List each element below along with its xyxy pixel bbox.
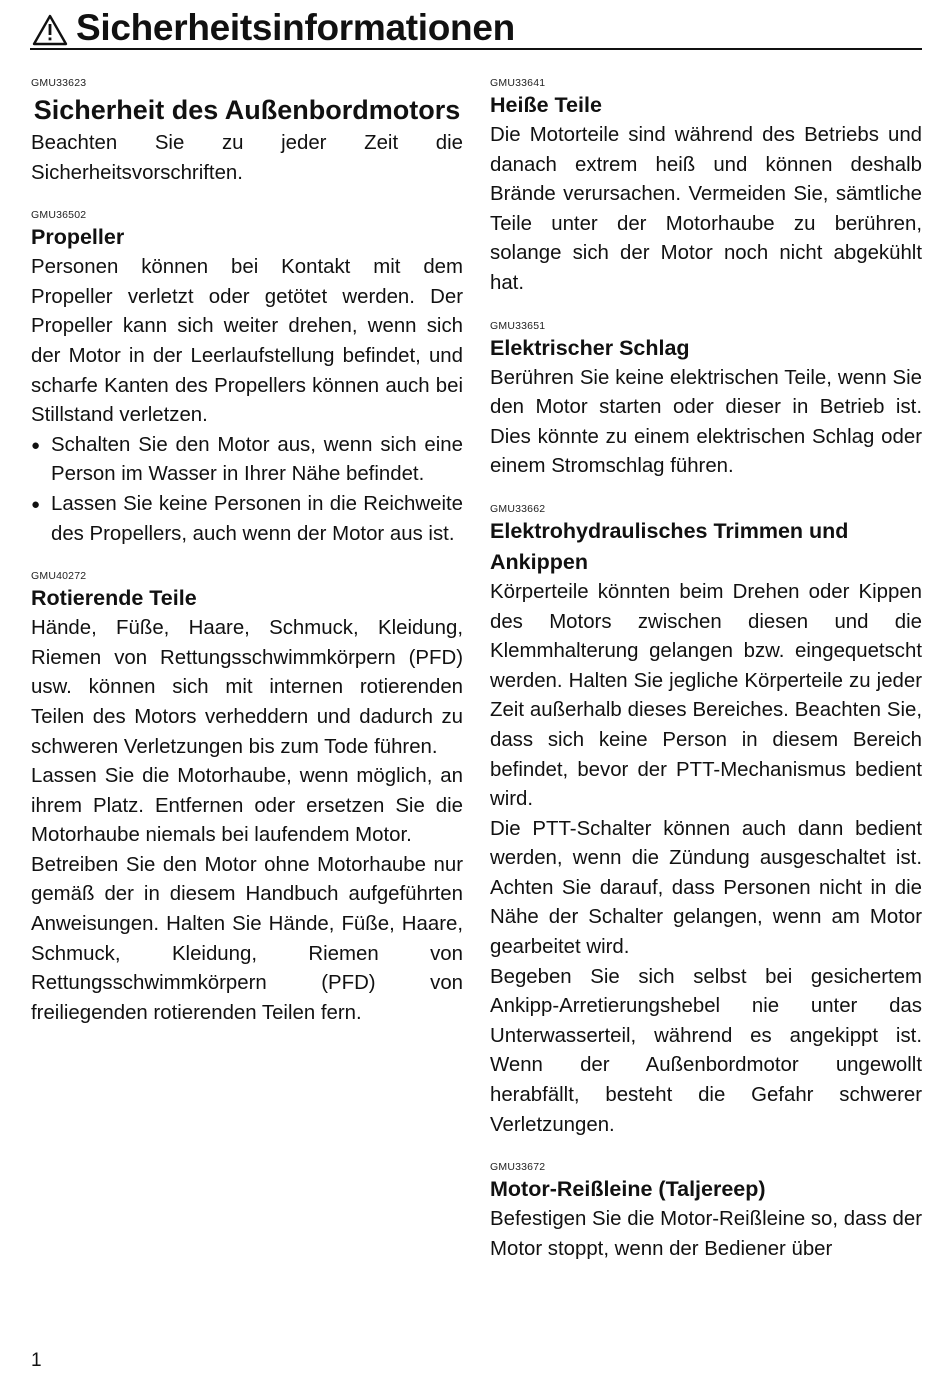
section-code: GMU33641 [490,77,546,89]
right-column [490,76,922,1264]
section-engine-shutoff-cord [490,1160,922,1264]
section-code: GMU33623 [31,77,87,89]
bullet-item: ● Lassen Sie keine Personen in die Reichweite des Propellers, auch wenn der Motor aus ist. [31,490,463,549]
paragraph: Personen können bei Kontakt mit dem Propeller verletzt oder getötet werden. Der Propeller kann sich weiter drehen, wenn sich der Motor in der Leerlaufstellung befindet, und scharfe Kanten des Propellers können auch bei Stillstand verletzen. [31,256,463,427]
paragraph: Hände, Füße, Haare, Schmuck, Kleidung, Riemen von Rettungsschwimmkörpern (PFD) usw. können sich mit internen rotierenden Teilen des Motors verheddern und dadurch zu schweren Verletzungen bis zum Tode führen. [31,617,463,758]
paragraph: Die PTT-Schalter können auch dann bedient werden, wenn die Zündung ausgeschaltet ist. Achten Sie darauf, dass Personen nicht in die Nähe der Schalter gelangen, wenn am Motor gearbeitet wird. [490,817,922,959]
paragraph: Körperteile könnten beim Drehen oder Kippen des Motors zwischen diesen und die Klemmhalterung gelangen bzw. eingequetscht werden. Halten Sie jegliche Körperteile zu jeder Zeit außerhalb dieses Bereiches. Beachten Sie, dass sich keine Person in diesem Bereich befindet, bevor der PTT-Mechanismus bedient wird. [490,580,922,811]
section-title: Propeller [31,225,125,250]
warning-triangle-icon [32,14,68,46]
section-electric-shock [490,319,922,482]
section-code: GMU36502 [31,209,87,222]
section-code: GMU33651 [490,319,546,332]
paragraph: Beachten Sie zu jeder Zeit die Sicherheitsvorschriften. [31,132,463,184]
section-outboard-safety [31,76,463,188]
page-number: 1 [31,1350,42,1371]
section-code: GMU33662 [490,502,546,515]
paragraph: Begeben Sie sich selbst bei gesichertem Ankipp-Arretierungshebel nie unter das Unterwasserteil, während es angekippt ist. Wenn der Außenbordmotor ungewollt herabfällt, besteht die Gefahr schwerer Verletzungen. [490,965,922,1136]
section-code: GMU40272 [31,570,87,583]
section-title: Elektrohydraulisches Trimmen und Ankippen [490,518,849,574]
page-title: Sicherheitsinformationen [76,7,515,48]
section-code: GMU33672 [490,1161,546,1174]
section-title: Motor-Reißleine (Taljereep) [490,1177,766,1202]
section-title: Sicherheit des Außenbordmotors [33,95,461,125]
paragraph: Die Motorteile sind während des Betriebs und danach extrem heiß und können deshalb Brände verursachen. Vermeiden Sie, sämtliche Teile unter der Motorhaube zu berühren, solange sich der Motor noch nicht abgekühlt hat. [490,124,922,294]
paragraph: Berühren Sie keine elektrischen Teile, wenn Sie den Motor starten oder dieser in Betrieb ist. Dies könnte zu einem elektrischen Schlag oder einem Stromschlag führen. [490,366,922,478]
section-title: Heiße Teile [490,93,602,117]
bullet-item: ● Schalten Sie den Motor aus, wenn sich eine Person im Wasser in Ihrer Nähe befindet. [31,431,463,490]
paragraph: Befestigen Sie die Motor-Reißleine so, dass der Motor stoppt, wenn der Bediener über [490,1208,922,1260]
section-propeller [31,208,463,549]
paragraph: Betreiben Sie den Motor ohne Motorhaube nur gemäß der in diesem Handbuch aufgeführten Anweisungen. Halten Sie Hände, Füße, Haare, Schmuck, Kleidung, Riemen von Rettungsschwimmkörpern (PFD) von freiliegenden rotierenden Teilen fern. [31,853,463,1024]
paragraph: Lassen Sie die Motorhaube, wenn möglich, an ihrem Platz. Entfernen oder ersetzen Sie die Motorhaube niemals bei laufendem Motor. [31,765,463,847]
left-column [31,76,463,1028]
page-header [30,6,922,50]
section-hot-parts [490,76,922,299]
bullet-list [31,431,463,549]
section-title: Elektrischer Schlag [490,335,690,360]
section-title: Rotierende Teile [31,586,197,611]
section-power-trim-tilt [490,502,922,1140]
section-rotating-parts [31,569,463,1028]
